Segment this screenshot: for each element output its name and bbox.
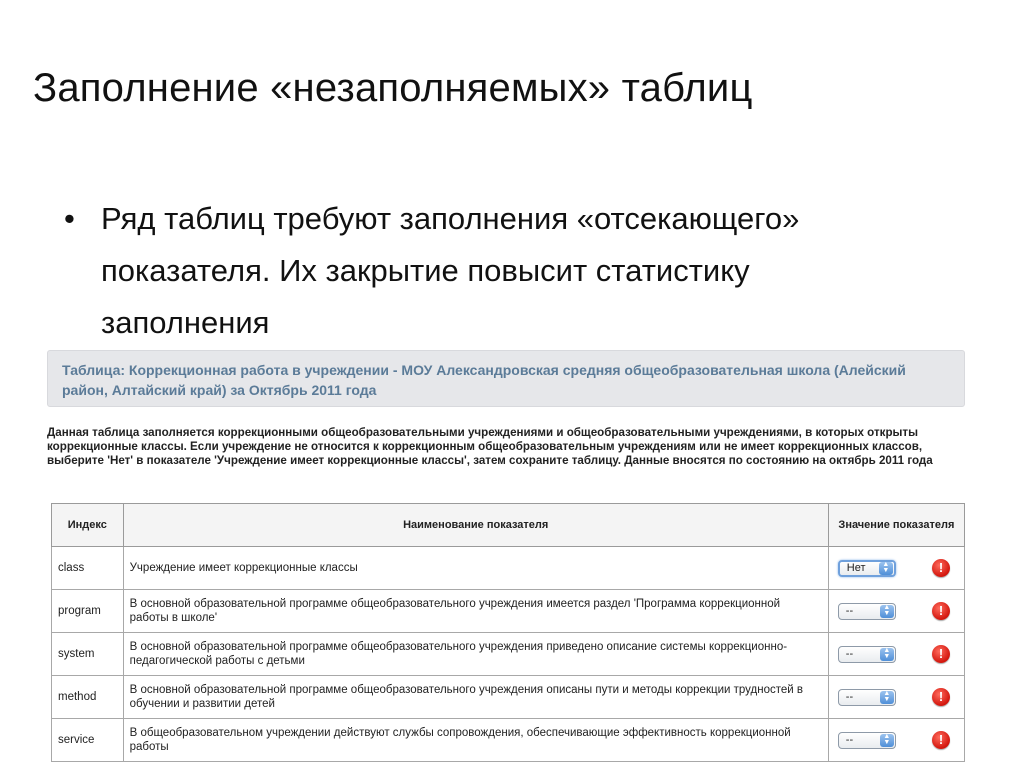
bullet-marker: •	[64, 201, 75, 236]
table-row	[52, 676, 965, 719]
table-row	[52, 633, 965, 676]
table-header-row	[52, 504, 965, 547]
select-value: Нет	[846, 562, 866, 574]
row-code: class	[52, 547, 124, 590]
row-value-cell	[828, 547, 964, 590]
value-select[interactable]	[838, 646, 896, 663]
header-index: Индекс	[52, 504, 124, 547]
row-name: В основной образовательной программе общеобразовательного учреждения приведено описание системы коррекционно-педагогической работы с детьми	[123, 633, 828, 676]
value-select[interactable]	[838, 560, 896, 577]
value-select[interactable]	[838, 603, 896, 620]
value-select[interactable]	[838, 689, 896, 706]
select-arrows-icon: ▲ ▼	[880, 734, 894, 747]
row-code: system	[52, 633, 124, 676]
select-arrows-icon: ▲ ▼	[880, 691, 894, 704]
alert-icon[interactable]: !	[932, 688, 950, 706]
select-arrows-icon: ▲ ▼	[879, 562, 893, 575]
select-value: --	[845, 734, 854, 746]
bullet-point	[64, 193, 964, 349]
alert-icon[interactable]: !	[932, 602, 950, 620]
form-screenshot	[47, 350, 967, 768]
header-value: Значение показателя	[828, 504, 964, 547]
row-value-cell	[828, 676, 964, 719]
select-value: --	[845, 605, 854, 617]
table-row	[52, 547, 965, 590]
select-arrows-icon: ▲ ▼	[880, 648, 894, 661]
table-caption: Таблица: Коррекционная работа в учреждении - МОУ Александровская средняя общеобразовательная школа (Алейский район, Алтайский край) за Октябрь 2011 года	[47, 350, 965, 407]
slide-title: Заполнение «незаполняемых» таблиц	[33, 66, 753, 110]
row-value-cell	[828, 590, 964, 633]
indicators-table	[51, 503, 965, 762]
row-code: method	[52, 676, 124, 719]
row-code: program	[52, 590, 124, 633]
row-value-cell	[828, 719, 964, 762]
table-row	[52, 719, 965, 762]
alert-icon[interactable]: !	[932, 559, 950, 577]
table-description: Данная таблица заполняется коррекционными общеобразовательными учреждениями и общеобразовательными учреждениями, в которых открыты коррекционные классы. Если учреждение не относится к коррекционным общеобразовательным учреждениям или не имеет коррекционных классов, выберите 'Нет' в показателе 'Учреждение имеет коррекционные классы', затем сохраните таблицу. Данные вносятся по состоянию на октябрь 2011 года	[47, 426, 933, 467]
bullet-text: Ряд таблиц требуют заполнения «отсекающего» показателя. Их закрытие повысит статистику заполнения	[101, 201, 800, 340]
row-name: Учреждение имеет коррекционные классы	[123, 547, 828, 590]
row-value-cell	[828, 633, 964, 676]
select-value: --	[845, 648, 854, 660]
select-value: --	[845, 691, 854, 703]
table-row	[52, 590, 965, 633]
select-arrows-icon: ▲ ▼	[880, 605, 894, 618]
header-name: Наименование показателя	[123, 504, 828, 547]
alert-icon[interactable]: !	[932, 731, 950, 749]
alert-icon[interactable]: !	[932, 645, 950, 663]
row-name: В общеобразовательном учреждении действуют службы сопровождения, обеспечивающие эффективность коррекционной работы	[123, 719, 828, 762]
row-code: service	[52, 719, 124, 762]
row-name: В основной образовательной программе общеобразовательного учреждения описаны пути и методы коррекции трудностей в обучении и развитии детей	[123, 676, 828, 719]
row-name: В основной образовательной программе общеобразовательного учреждения имеется раздел 'Программа коррекционной работы в школе'	[123, 590, 828, 633]
value-select[interactable]	[838, 732, 896, 749]
